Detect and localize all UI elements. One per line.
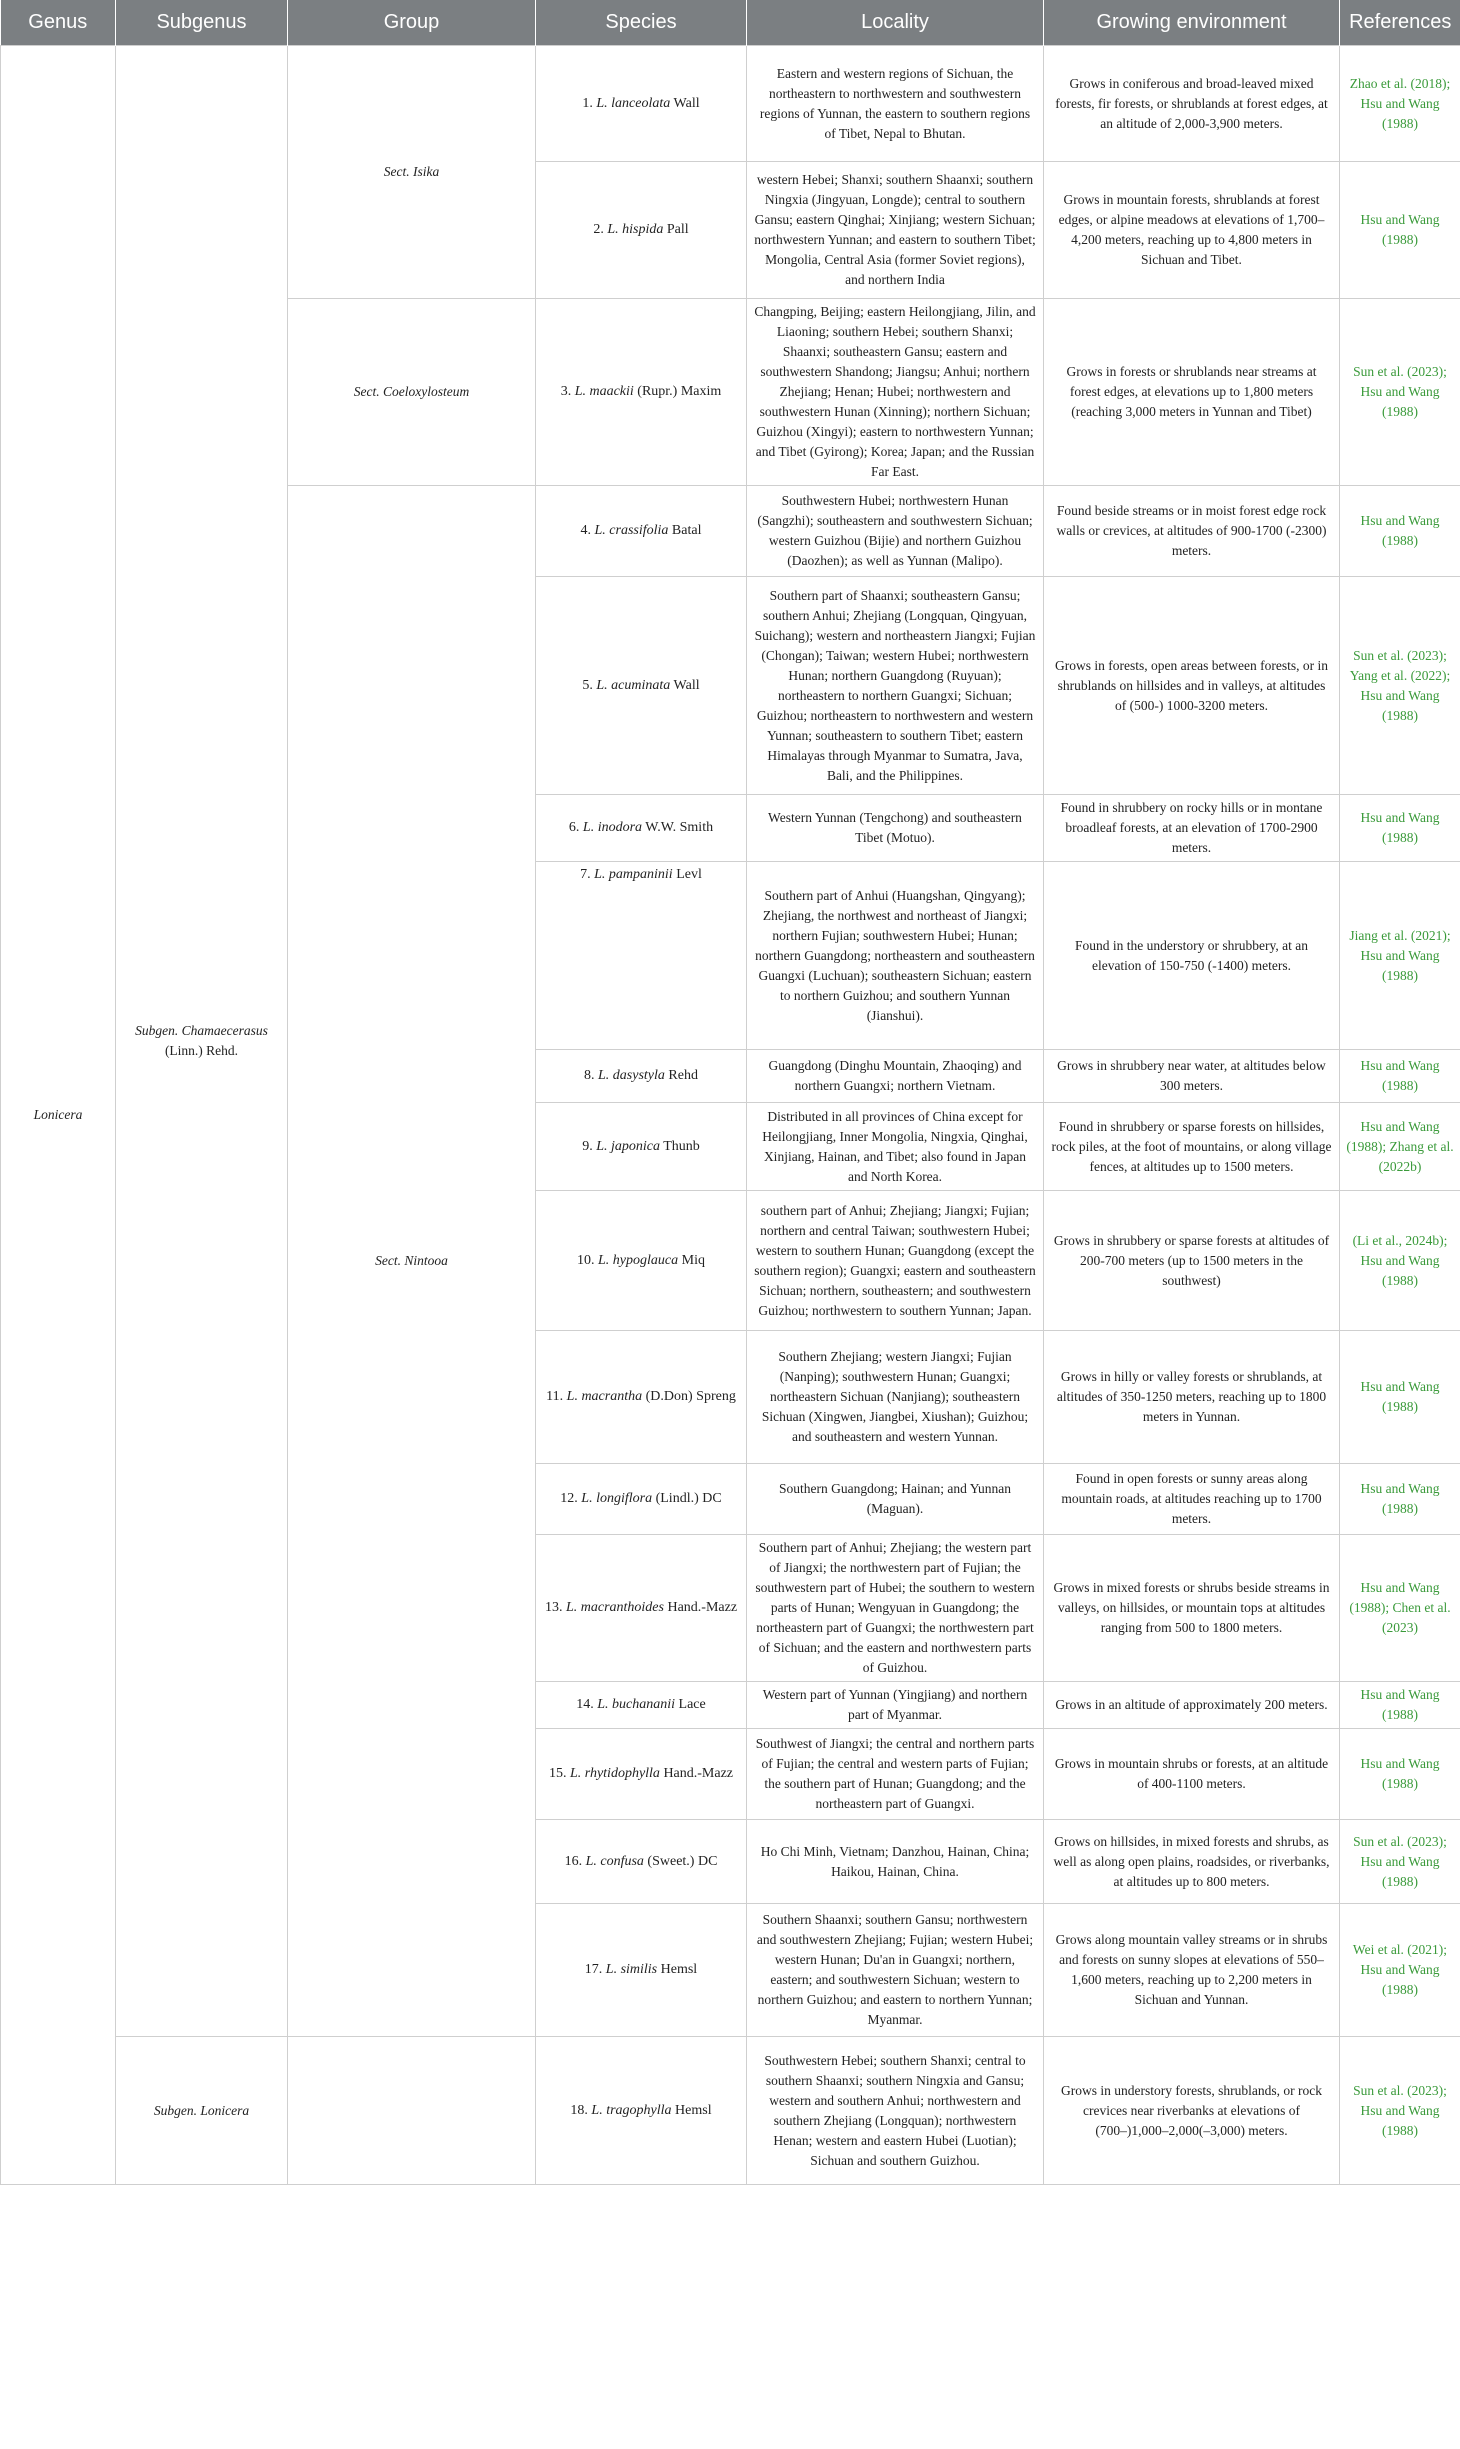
reference-cell [1340,2037,1460,2185]
species-cell [536,162,747,299]
text: 9. [582,1138,597,1154]
text: Southern part of Anhui; Zhejiang; the western part of Jiangxi; the northwestern part of Fujian; the southwestern part of Hubei; the southern to western parts of Hunan; Wengyuan in Guangdong; the northeastern part of Guangxi; the northwestern part of Sichuan; and the eastern and northwestern parts of Guizhou. [755,1540,1035,1675]
locality-cell [747,1464,1044,1535]
text: Sun et al. (2023); Yang et al. (2022); Hsu and Wang (1988) [1349,647,1451,723]
species-cell [536,1535,747,1682]
header-row [1,0,1460,46]
text: L. longiflora [581,1491,653,1506]
text: Sun et al. (2023); Hsu and Wang (1988) [1353,364,1447,419]
header-species: Species [536,0,747,46]
text: L. maackii [574,384,634,399]
header-subgenus: Subgenus [116,0,288,46]
locality-cell [747,2037,1044,2185]
text: 11. [546,1389,567,1404]
species-cell [536,1729,747,1820]
species-cell [536,1191,747,1331]
text: L. hispida [607,222,664,237]
text: Hsu and Wang (1988) [1360,212,1440,247]
text: 7. [580,867,595,882]
species-cell [536,2037,747,2185]
text: Grows in mountain forests, shrublands at forest edges, or alpine meadows at elevations of 1,700–4,200 meters, reaching up to 4,800 meters in Sichuan and Tibet. [1058,192,1325,267]
text: Distributed in all provinces of China except for Heilongjiang, Inner Mongolia, Ningxia, Qinghai, Xinjiang, Hainan, and Tibet; also found in Japan and North Korea. [762,1108,1028,1184]
text: Southern Zhejiang; western Jiangxi; Fujian (Nanping); southwestern Hunan; Guangxi; northeastern Sichuan (Nanjiang); southeastern Sichuan (Xingwen, Jiangbei, Xiushan); Guizhou; and southeastern and western Yunnan. [761,1349,1029,1444]
environment-cell [1044,577,1340,795]
species-cell [536,1904,747,2037]
reference-cell [1340,1729,1460,1820]
environment-cell [1044,862,1340,1050]
text: Hsu and Wang (1988) [1360,1379,1440,1414]
environment-cell [1044,2037,1340,2185]
text: Southwestern Hubei; northwestern Hunan (Sangzhi); southeastern and southwestern Sichuan; western Guizhou (Bijie) and northern Guizhou (Daozhen); as well as Yunnan (Malipo). [757,493,1033,568]
text: 5. [582,677,597,693]
text: Subgen. [135,1023,182,1038]
text: Sect. Coeloxylosteum [353,384,470,399]
table-row [1,46,1460,162]
text: Hand.-Mazz [659,1766,734,1781]
species-cell [536,862,747,1050]
locality-cell [747,1535,1044,1682]
text: L. dasystyla [598,1068,665,1083]
text: L. rhytidophylla [569,1766,660,1781]
text: Sun et al. (2023); Hsu and Wang (1988) [1353,2082,1447,2138]
locality-cell [747,862,1044,1050]
text: 2. [593,222,608,237]
text: Changping, Beijing; eastern Heilongjiang, Jilin, and Liaoning; southern Hebei; southern Shanxi; Shaanxi; southeastern Gansu; eastern and southwestern Shandong; Jiangsu; Anhui; northern Zhejiang; Henan; Hubei; northwestern and southwestern Hunan (Xinning); northern Sichuan; Guizhou (Xingyi); eastern to northwestern Yunnan; and Tibet (Gyirong); Korea; Japan; and the Russian Far East. [754,304,1036,479]
text: Southwestern Hebei; southern Shanxi; central to southern Shaanxi; southern Ningxia and Gansu; western and southern Anhui; northwestern and southern Zhejiang (Longquan); northwestern Henan; western and eastern Hubei (Luotian); Sichuan and southern Guizhou. [764,2052,1026,2168]
text: L. japonica [596,1138,660,1154]
text: L. acuminata [596,677,671,693]
text: Western Yunnan (Tengchong) and southeastern Tibet (Motuo). [768,810,1022,845]
text: Miq [678,1252,705,1268]
environment-cell [1044,1464,1340,1535]
text: 15. [548,1766,570,1781]
text: 17. [584,1962,606,1977]
reference-cell [1340,577,1460,795]
text: Grows in forests or shrublands near streams at forest edges, at elevations up to 1,800 meters (reaching 3,000 meters in Yunnan and Tibet) [1066,364,1317,419]
text: Hsu and Wang (1988) [1360,1058,1440,1093]
text: Hsu and Wang (1988) [1360,1687,1440,1722]
group-cell [288,299,536,486]
text: Found beside streams or in moist forest edge rock walls or crevices, at altitudes of 900-1700 (-2300) meters. [1056,503,1327,558]
text: Found in shrubbery on rocky hills or in montane broadleaf forests, at an elevation of 1700-2900 meters. [1060,800,1323,855]
text: Wall [670,677,700,693]
environment-cell [1044,1682,1340,1729]
text: Chamaecerasus [181,1023,268,1038]
group-cell [288,46,536,299]
text: Grows in hilly or valley forests or shrublands, at altitudes of 350-1250 meters, reaching up to 1800 meters in Yunnan. [1056,1369,1327,1424]
text: L. hypoglauca [598,1252,679,1268]
group-cell [288,2037,536,2185]
species-cell [536,1050,747,1103]
text: Hsu and Wang (1988); Chen et al. (2023) [1349,1580,1451,1635]
environment-cell [1044,1103,1340,1191]
text: Southern Shaanxi; southern Gansu; northwestern and southwestern Zhejiang; Fujian; western Hubei; western Hunan; Du'an in Guangxi; northern, eastern; and southwestern Sichuan; western to northern Guizhou; and eastern to northern Yunnan; Myanmar. [756,1912,1034,2027]
header-references: References [1340,0,1460,46]
text: Hsu and Wang (1988) [1360,1481,1440,1516]
table-row [1,2037,1460,2185]
text: Grows along mountain valley streams or in shrubs and forests on sunny slopes at elevations of 550–1,600 meters, reaching up to 2,200 meters in Sichuan and Yunnan. [1055,1932,1328,2007]
text: (Sweet.) DC [643,1853,718,1869]
text: 14. [576,1697,598,1712]
reference-cell [1340,1682,1460,1729]
text: Hemsl [657,1962,698,1977]
text: Southern Guangdong; Hainan; and Yunnan (Maguan). [779,1481,1011,1516]
text: Lace [675,1697,706,1712]
reference-cell [1340,1191,1460,1331]
locality-cell [747,46,1044,162]
text: L. buchananii [597,1697,676,1712]
species-cell [536,1331,747,1464]
text: 3. [560,384,575,399]
species-cell [536,46,747,162]
reference-cell [1340,1331,1460,1464]
text: L. inodora [582,820,643,835]
reference-cell [1340,1050,1460,1103]
text: Grows in shrubbery near water, at altitudes below 300 meters. [1057,1058,1326,1093]
text: Grows in understory forests, shrublands, or rock crevices near riverbanks at elevations of (700–)1,000–2,000(–3,000) meters. [1061,2082,1322,2138]
reference-cell [1340,795,1460,862]
text: (Linn.) Rehd. [164,1043,239,1058]
text: Jiang et al. (2021); Hsu and Wang (1988) [1349,927,1451,983]
reference-cell [1340,1820,1460,1904]
text: Rehd [664,1068,698,1083]
reference-cell [1340,162,1460,299]
text: 10. [577,1252,599,1268]
text: Sect. Nintooa [375,1253,448,1268]
genus-cell [1,46,116,2185]
text: L. tragophylla [591,2102,672,2118]
locality-cell [747,1729,1044,1820]
locality-cell [747,1820,1044,1904]
text: Grows in mixed forests or shrubs beside streams in valleys, on hillsides, or mountain tops at altitudes ranging from 500 to 1800 meters. [1053,1580,1330,1635]
species-cell [536,795,747,862]
text: Grows in coniferous and broad-leaved mixed forests, fir forests, or shrublands at forest edges, at an altitude of 2,000-3,900 meters. [1055,75,1328,131]
header-locality: Locality [747,0,1044,46]
environment-cell [1044,1904,1340,2037]
text: Western part of Yunnan (Yingjiang) and northern part of Myanmar. [762,1687,1028,1722]
text: W.W. Smith [642,820,714,835]
subgenus-cell [116,46,288,2037]
text: Wei et al. (2021); Hsu and Wang (1988) [1352,1942,1448,1997]
text: 8. [584,1068,599,1083]
text: L. crassifolia [594,523,669,538]
environment-cell [1044,486,1340,577]
text: L. pampaninii [594,867,673,882]
reference-cell [1340,862,1460,1050]
text: Ho Chi Minh, Vietnam; Danzhou, Hainan, China; Haikou, Hainan, China. [760,1843,1030,1879]
text: 6. [568,820,583,835]
environment-cell [1044,162,1340,299]
species-cell [536,486,747,577]
reference-cell [1340,1103,1460,1191]
text: Hsu and Wang (1988) [1360,1756,1440,1791]
text: Sun et al. (2023); Hsu and Wang (1988) [1353,1833,1447,1889]
text: Lonicera [200,2102,250,2118]
header-environment: Growing environment [1044,0,1340,46]
species-cell [536,1103,747,1191]
text: Hemsl [671,2102,712,2118]
locality-cell [747,577,1044,795]
text: L. macranthoides [565,1600,664,1615]
text: Hand.-Mazz [663,1600,738,1615]
environment-cell [1044,1535,1340,1682]
reference-cell [1340,299,1460,486]
environment-cell [1044,1729,1340,1820]
environment-cell [1044,795,1340,862]
text: Hsu and Wang (1988); Zhang et al. (2022b) [1346,1118,1454,1174]
environment-cell [1044,1191,1340,1331]
text: Wall [670,95,700,111]
text: Eastern and western regions of Sichuan, the northeastern to northwestern and southwestern regions of Yunnan, the eastern to southern regions of Tibet, Nepal to Bhutan. [759,65,1031,141]
text: Pall [663,222,689,237]
text: Thunb [659,1138,700,1154]
locality-cell [747,1103,1044,1191]
locality-cell [747,1331,1044,1464]
text: Grows on hillsides, in mixed forests and shrubs, as well as along open plains, roadsides, or riverbanks, at altitudes up to 800 meters. [1053,1833,1330,1889]
text: Grows in mountain shrubs or forests, at an altitude of 400-1100 meters. [1054,1756,1329,1791]
species-cell [536,1464,747,1535]
locality-cell [747,162,1044,299]
locality-cell [747,1904,1044,2037]
environment-cell [1044,1050,1340,1103]
text: southern part of Anhui; Zhejiang; Jiangxi; Fujian; northern and central Taiwan; southwestern Hubei; western to southern Hunan; Guangdong (except the southern region); Guangxi; eastern and southeastern Sichuan; northern, southeastern; and southwestern Guizhou; northwestern to southern Yunnan; Japan. [754,1202,1036,1318]
locality-cell [747,795,1044,862]
locality-cell [747,299,1044,486]
text: 4. [580,523,595,538]
text: Found in open forests or sunny areas along mountain roads, at altitudes reaching up to 1700 meters. [1061,1471,1322,1526]
text: Southwest of Jiangxi; the central and northern parts of Fujian; the central and western parts of Fujian; the southern part of Hunan; Guangdong; and the northeastern part of Guangxi. [755,1736,1035,1811]
text: (Rupr.) Maxim [633,384,722,399]
locality-cell [747,1050,1044,1103]
group-cell [288,486,536,2037]
locality-cell [747,486,1044,577]
text: Batal [668,523,702,538]
text: 13. [544,1600,566,1615]
species-cell [536,299,747,486]
text: Levl [672,867,702,882]
text: Found in the understory or shrubbery, at an elevation of 150-750 (-1400) meters. [1074,937,1309,973]
text: Subgen. [153,2102,201,2118]
environment-cell [1044,1820,1340,1904]
species-cell [536,577,747,795]
text: 18. [570,2102,592,2118]
environment-cell [1044,46,1340,162]
header-group: Group [288,0,536,46]
text: 1. [582,95,597,111]
text: Found in shrubbery or sparse forests on hillsides, rock piles, at the foot of mountains, or along village fences, at altitudes up to 1500 meters. [1051,1118,1332,1174]
text: Sect. Isika [383,164,440,179]
text: 12. [560,1491,582,1506]
reference-cell [1340,1535,1460,1682]
text: L. similis [605,1962,658,1977]
text: 16. [564,1853,586,1869]
text: Hsu and Wang (1988) [1360,810,1440,845]
environment-cell [1044,1331,1340,1464]
text: western Hebei; Shanxi; southern Shaanxi; southern Ningxia (Jingyuan, Longde); central to southern Gansu; eastern Qinghai; Xinjiang; western Sichuan; northwestern Yunnan; and eastern to southern Tibet; Mongolia, Central Asia (former Soviet regions), and northern India [754,172,1036,287]
reference-cell [1340,1904,1460,2037]
text: Lonicera [33,1107,83,1122]
text: L. confusa [585,1853,644,1869]
text: Southern part of Anhui (Huangshan, Qingyang); Zhejiang, the northwest and northeast of Jiangxi; northern Fujian; southwestern Hubei; Hunan; northern Guangdong; northeastern and southeastern Guangxi (Luchuan); southeastern Sichuan; eastern to northern Guizhou; and southern Yunnan (Jianshui). [755,887,1035,1023]
species-cell [536,1820,747,1904]
reference-cell [1340,1464,1460,1535]
species-cell [536,1682,747,1729]
reference-cell [1340,46,1460,162]
text: Grows in shrubbery or sparse forests at altitudes of 200-700 meters (up to 1500 meters in the southwest) [1053,1232,1330,1288]
text: Grows in forests, open areas between forests, or in shrublands on hillsides and in valleys, at altitudes of (500-) 1000-3200 meters. [1055,657,1328,713]
subgenus-cell [116,2037,288,2185]
text: Guangdong (Dinghu Mountain, Zhaoqing) and northern Guangxi; northern Vietnam. [768,1058,1022,1093]
environment-cell [1044,299,1340,486]
text: L. lanceolata [596,95,671,111]
text: Zhao et al. (2018); Hsu and Wang (1988) [1349,75,1451,131]
header-genus: Genus [1,0,116,46]
reference-cell [1340,486,1460,577]
text: (D.Don) Spreng [642,1389,736,1404]
locality-cell [747,1682,1044,1729]
text: L. macrantha [566,1389,643,1404]
text: Grows in an altitude of approximately 200 meters. [1055,1697,1328,1712]
text: (Li et al., 2024b); Hsu and Wang (1988) [1352,1232,1448,1288]
text: Hsu and Wang (1988) [1360,513,1440,548]
text: Southern part of Shaanxi; southeastern Gansu; southern Anhui; Zhejiang (Longquan, Qingyuan, Suichang); western and northeastern Jiangxi; Fujian (Chongan); Taiwan; western Hubei; northwestern Hunan; northern Guangdong (Ruyuan); northeastern to northern Guangxi; Sichuan; Guizhou; northeastern to northwestern and western Yunnan; southeastern to southern Tibet; eastern Himalayas through Myanmar to Sumatra, Java, Bali, and the Philippines. [754,587,1036,783]
locality-cell [747,1191,1044,1331]
text: (Lindl.) DC [652,1491,722,1506]
